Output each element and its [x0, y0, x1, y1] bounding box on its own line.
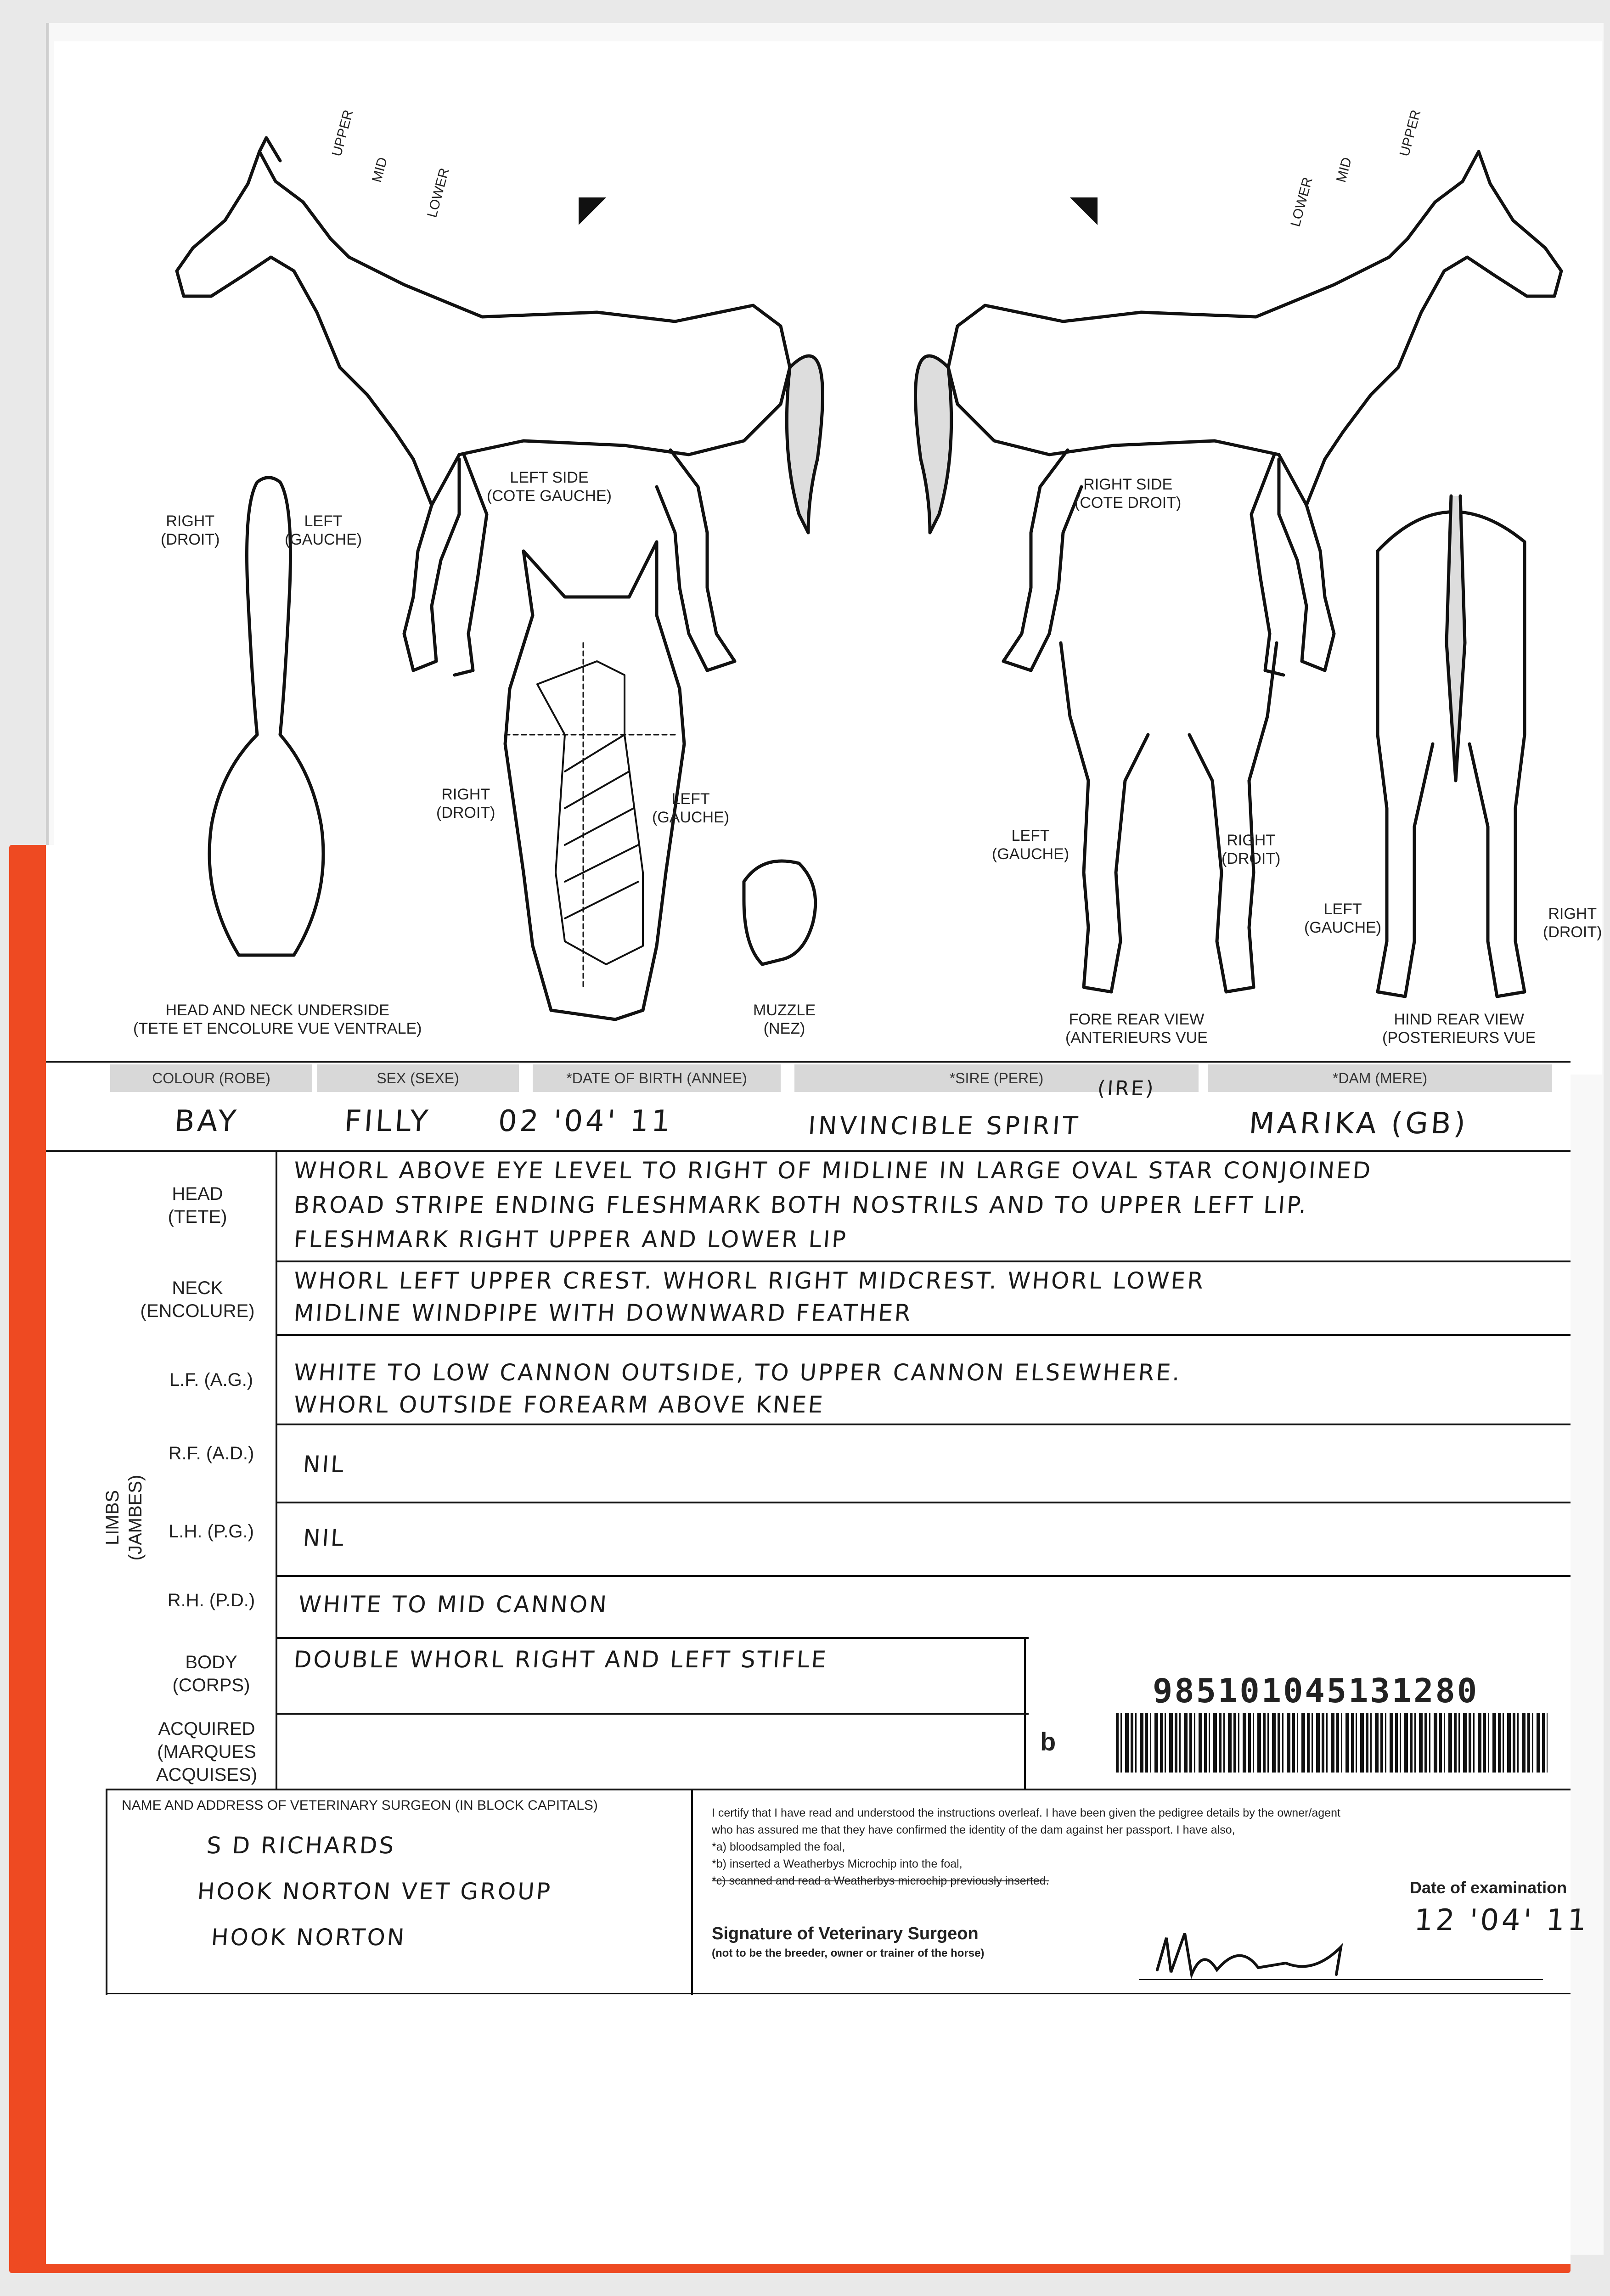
- microchip-b-label: b: [1040, 1727, 1056, 1756]
- cert-line-1: I certify that I have read and understood the instructions overleaf. I have been given the pedigree details by the owner/agent: [712, 1806, 1340, 1819]
- neck-region-upper: UPPER: [329, 108, 356, 158]
- microchip-barcode: [1116, 1713, 1548, 1773]
- underside-left-label: LEFT (GAUCHE): [285, 512, 362, 548]
- rh-text: WHITE TO MID CANNON: [297, 1591, 609, 1618]
- vet-line-2: HOOK NORTON VET GROUP: [196, 1878, 553, 1905]
- lh-row-label: L.H. (P.G.): [169, 1521, 254, 1542]
- hind-rear-outline: [1378, 496, 1525, 996]
- underside-caption: HEAD AND NECK UNDERSIDE (TETE ET ENCOLURE VUE VENTRALE): [133, 1002, 422, 1037]
- head-row-label: HEAD (TETE): [168, 1184, 227, 1227]
- left-side-horse-outline: [177, 138, 822, 675]
- header-dob: *DATE OF BIRTH (ANNEE): [533, 1064, 781, 1092]
- right-side-label: RIGHT SIDE (COTE DROIT): [1075, 476, 1182, 512]
- fore-rear-outline: [1061, 643, 1277, 992]
- rule-vet-divider: [691, 1789, 693, 1995]
- neck-region-mid-right: MID: [1333, 156, 1355, 184]
- cert-line-3: *a) bloodsampled the foal,: [712, 1840, 845, 1853]
- lf-text-line-1: WHITE TO LOW CANNON OUTSIDE, TO UPPER CANNON ELSEWHERE.: [293, 1359, 1182, 1386]
- rule-vet-left: [106, 1789, 107, 1995]
- rule-rf-top: [276, 1424, 1571, 1425]
- head-text-line-1: WHORL ABOVE EYE LEVEL TO RIGHT OF MIDLINE IN LARGE OVAL STAR CONJOINED: [293, 1157, 1374, 1184]
- head-text-line-3: FLESHMARK RIGHT UPPER AND LOWER LIP: [293, 1226, 849, 1253]
- muzzle-caption: MUZZLE (NEZ): [753, 1002, 816, 1037]
- head-text-line-2: BROAD STRIPE ENDING FLESHMARK BOTH NOSTRILS AND TO UPPER LEFT LIP.: [293, 1192, 1309, 1218]
- lh-text: NIL: [302, 1525, 347, 1551]
- rule-top: [46, 1061, 1571, 1063]
- body-row-label: BODY (CORPS): [172, 1652, 250, 1695]
- rule-bottom: [106, 1993, 1571, 1994]
- fore-caption: FORE REAR VIEW (ANTERIEURS VUE: [1065, 1011, 1208, 1047]
- dam-value: MARIKA (GB): [1248, 1107, 1469, 1141]
- vet-signature: [1148, 1919, 1387, 1988]
- microchip-number: 985101045131280: [1153, 1671, 1479, 1710]
- header-dam: *DAM (MERE): [1208, 1064, 1552, 1092]
- header-sire: *SIRE (PERE): [794, 1064, 1199, 1092]
- sire-value: INVINCIBLE SPIRIT: [807, 1111, 1082, 1140]
- cert-line-5: *c) scanned and read a Weatherbys microchip previously inserted.: [712, 1874, 1049, 1887]
- rule-body-right: [1024, 1637, 1026, 1789]
- head-front-outline: [505, 542, 684, 1019]
- neck-region-upper-right: UPPER: [1396, 108, 1424, 158]
- limbs-row-label: LIMBS (JAMBES): [102, 1474, 146, 1561]
- neck-text-line-2: MIDLINE WINDPIPE WITH DOWNWARD FEATHER: [293, 1300, 913, 1326]
- muzzle-outline: [744, 861, 816, 964]
- left-side-label: LEFT SIDE (COTE GAUCHE): [487, 469, 612, 505]
- rule-lh-top: [276, 1502, 1571, 1503]
- acquired-row-label: ACQUIRED (MARQUES ACQUISES): [156, 1719, 258, 1785]
- header-colour: COLOUR (ROBE): [110, 1064, 312, 1092]
- cert-line-4: *b) inserted a Weatherbys Microchip into the foal,: [712, 1857, 963, 1870]
- underside-outline: [209, 478, 323, 955]
- vet-label: NAME AND ADDRESS OF VETERINARY SURGEON (IN BLOCK CAPITALS): [122, 1798, 598, 1813]
- rf-text: NIL: [302, 1451, 347, 1478]
- dob-value: 02 '04' 11: [497, 1104, 674, 1138]
- rule-label-col: [276, 1150, 277, 1789]
- rule-neck-top: [276, 1261, 1571, 1262]
- rf-row-label: R.F. (A.D.): [168, 1443, 254, 1463]
- rule-vet-top: [106, 1789, 1571, 1790]
- exam-date-label: Date of examination: [1410, 1878, 1567, 1897]
- rule-head-top: [276, 1150, 1571, 1152]
- arrow-left-marker: [579, 197, 606, 225]
- header-sex: SEX (SEXE): [317, 1064, 519, 1092]
- lf-text-line-2: WHORL OUTSIDE FOREARM ABOVE KNEE: [293, 1391, 826, 1418]
- neck-row-label: NECK (ENCOLURE): [140, 1278, 255, 1321]
- sex-value: FILLY: [343, 1104, 432, 1138]
- colour-value: BAY: [173, 1104, 240, 1138]
- lf-row-label: L.F. (A.G.): [169, 1370, 253, 1390]
- hind-caption: HIND REAR VIEW (POSTERIEURS VUE: [1382, 1011, 1536, 1047]
- exam-date-value: 12 '04' 11: [1413, 1903, 1590, 1937]
- rule-body-top: [276, 1637, 1029, 1639]
- vet-line-1: S D RICHARDS: [205, 1832, 397, 1859]
- rule-limbs-top: [276, 1334, 1571, 1336]
- hind-left-label: LEFT (GAUCHE): [1304, 900, 1382, 936]
- signature-note: (not to be the breeder, owner or trainer of the horse): [712, 1947, 985, 1959]
- arrow-right-marker: [1070, 197, 1098, 225]
- underside-right-label: RIGHT (DROIT): [161, 512, 220, 548]
- rule-rh-top: [276, 1575, 1571, 1577]
- cert-line-2: who has assured me that they have confirmed the identity of the dam against her passport. I have also,: [712, 1823, 1235, 1836]
- head-right-label: RIGHT (DROIT): [436, 786, 495, 822]
- rh-row-label: R.H. (P.D.): [167, 1590, 255, 1610]
- neck-region-lower-right: LOWER: [1288, 175, 1316, 229]
- rule-acquired-top: [276, 1713, 1029, 1715]
- signature-label: Signature of Veterinary Surgeon: [712, 1924, 979, 1943]
- head-left-label: LEFT (GAUCHE): [652, 790, 730, 826]
- neck-region-lower: LOWER: [424, 166, 452, 219]
- hind-right-label: RIGHT (DROIT): [1543, 905, 1602, 941]
- signature-line: [1139, 1979, 1543, 1980]
- vet-line-3: HOOK NORTON: [210, 1924, 407, 1951]
- sire-country-value: (IRE): [1097, 1077, 1156, 1100]
- neck-region-mid: MID: [369, 156, 391, 184]
- fore-right-label: RIGHT (DROIT): [1222, 832, 1281, 867]
- neck-text-line-1: WHORL LEFT UPPER CREST. WHORL RIGHT MIDCREST. WHORL LOWER: [293, 1267, 1206, 1294]
- body-text: DOUBLE WHORL RIGHT AND LEFT STIFLE: [293, 1646, 829, 1673]
- fore-left-label: LEFT (GAUCHE): [992, 827, 1070, 863]
